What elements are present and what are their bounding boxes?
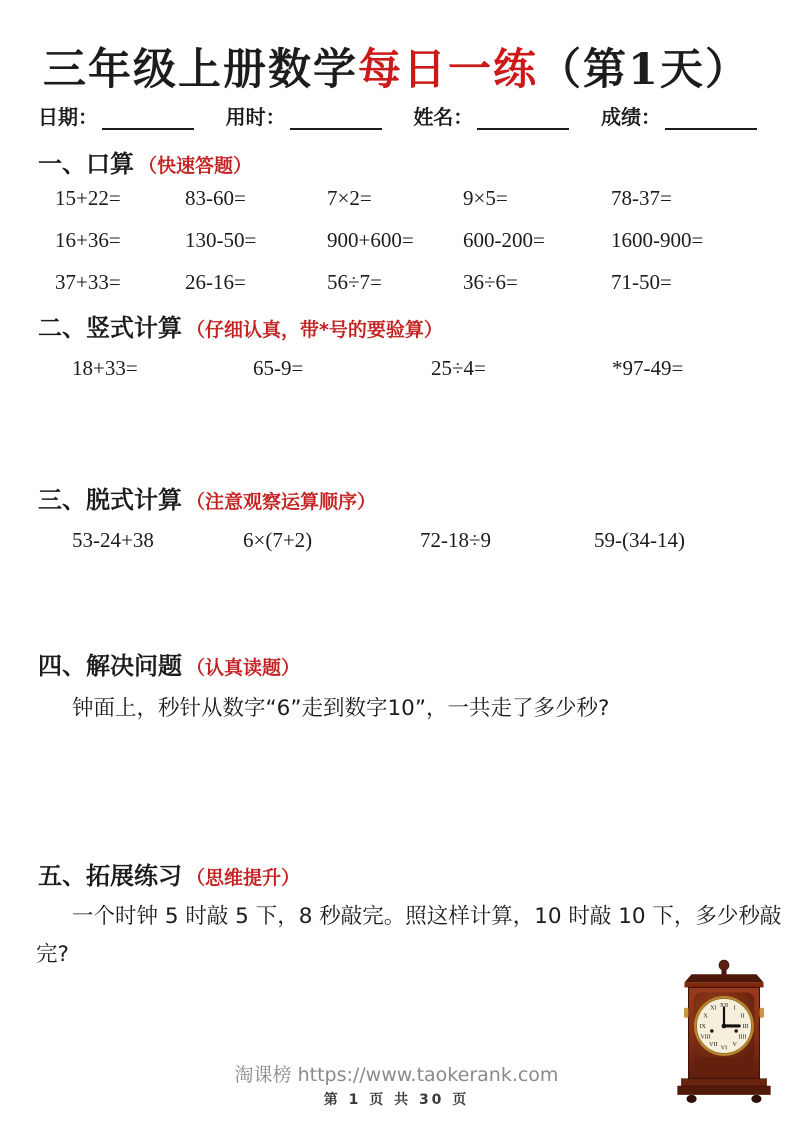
problem: 83-60= (185, 186, 246, 210)
clock-side-handle (684, 1008, 689, 1018)
problem: 78-37= (611, 186, 672, 210)
problem: 16+36= (55, 228, 121, 252)
score-blank[interactable] (665, 106, 757, 130)
name-field (413, 101, 569, 130)
section-1-heading (38, 144, 252, 179)
date-label: 日期： (38, 105, 98, 129)
section-1-problems (55, 177, 768, 303)
problem: 18+33= (72, 356, 138, 380)
section-3-hint: （注意观察运算顺序） (186, 491, 377, 513)
problem: 65-9= (253, 356, 304, 380)
date-field (38, 101, 194, 130)
page-title (0, 36, 793, 97)
problem: 53-24+38 (72, 528, 154, 552)
section-1-hint: （快速答题） (138, 155, 253, 177)
title-daily-practice-part: 每日一练 (358, 45, 539, 95)
time-used-label: 用时： (225, 105, 286, 129)
problem: 56÷7= (327, 270, 382, 294)
problem: 900+600= (327, 228, 414, 252)
problem: *97-49= (612, 356, 684, 380)
clock-numeral: X (703, 1013, 708, 1020)
footer-page-number: 第 1 页 共 30 页 (323, 1092, 470, 1108)
problem: 25÷4= (431, 356, 486, 380)
clock-numeral: VII (709, 1042, 718, 1049)
section-1-title: 一、口算 (38, 149, 134, 178)
info-line (38, 101, 757, 130)
title-day-part: （第1天） (538, 45, 750, 95)
clock-numeral: IX (699, 1023, 706, 1030)
name-blank[interactable] (477, 106, 569, 130)
section-2-problems (72, 352, 768, 384)
clock-numeral: XI (710, 1005, 717, 1012)
section-4-hint: （认真读题） (186, 657, 301, 679)
section-3-title: 三、脱式计算 (38, 485, 182, 514)
section-4-problem-text: 钟面上，秒针从数字“6”走到数字10”，一共走了多少秒? (72, 696, 610, 721)
clock-numeral: IIII (738, 1034, 747, 1041)
section-5-title: 五、拓展练习 (38, 861, 182, 890)
problem: 26-16= (185, 270, 246, 294)
problem: 37+33= (55, 270, 121, 294)
section-5-heading (38, 856, 300, 891)
section-5-problem-line1: 一个时钟 5 时敲 5 下，8 秒敲完。照这样计算，10 时敲 10 下，多少秒敲 (72, 904, 782, 929)
time-used-field (226, 101, 382, 130)
clock-numeral: I (733, 1005, 736, 1012)
time-used-blank[interactable] (290, 106, 382, 130)
clock-numeral: V (732, 1042, 737, 1049)
problem: 1600-900= (611, 228, 704, 252)
problem: 59-(34-14) (594, 528, 685, 552)
problem: 36÷6= (463, 270, 518, 294)
problem: 15+22= (55, 186, 121, 210)
clock-numeral: II (740, 1013, 745, 1020)
problem: 130-50= (185, 228, 257, 252)
section-3-heading (38, 480, 376, 515)
problem: 71-50= (611, 270, 672, 294)
clock-numeral: VIII (700, 1034, 711, 1041)
problem: 7×2= (327, 186, 372, 210)
score-label: 成绩： (600, 105, 661, 129)
name-label: 姓名： (413, 105, 474, 129)
section-2-hint: （仔细认真，带*号的要验算） (186, 319, 443, 341)
footer-site-url: 淘课榜 https://www.taokerank.com (234, 1064, 559, 1086)
problem: 72-18÷9 (420, 528, 492, 552)
score-field (601, 101, 757, 130)
title-grade-part: 三年级上册数学 (43, 45, 359, 95)
problem: 6×(7+2) (243, 528, 313, 552)
section-5-problem-line2: 完? (36, 942, 69, 967)
clock-numeral: XII (719, 1003, 729, 1010)
section-3-problems (72, 524, 768, 556)
clock-numeral: VI (720, 1045, 728, 1052)
clock-side-handle (759, 1008, 764, 1018)
clock-finial (719, 960, 729, 970)
section-4-heading (38, 646, 300, 681)
section-2-title: 二、竖式计算 (38, 313, 182, 342)
date-blank[interactable] (102, 106, 194, 130)
problem: 600-200= (463, 228, 545, 252)
clock-numeral: III (742, 1023, 749, 1030)
problem: 9×5= (463, 186, 508, 210)
section-5-hint: （思维提升） (186, 867, 301, 889)
section-2-heading (38, 308, 443, 343)
section-4-title: 四、解决问题 (38, 651, 182, 680)
